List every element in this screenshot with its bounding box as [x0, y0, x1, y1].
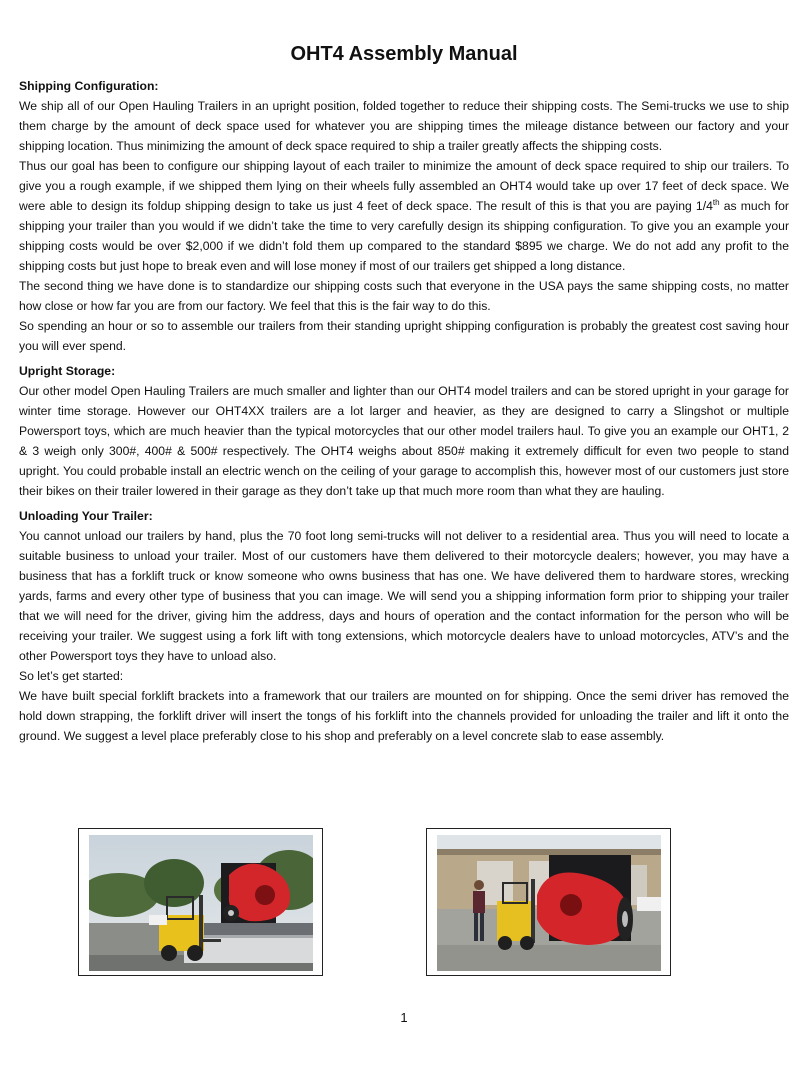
photo-image [89, 835, 313, 971]
paragraph: You cannot unload our trailers by hand, plus the 70 foot long semi-trucks will not deliver to a residential area. Thus you will need to locate a suitable business to unload your trailer. Most of our customers have them delivered to their motorcycle dealers; however, you may have a business that has a forklift truck or know someone who owns business that has one. We have delivered them to hardware stores, wrecking yards, farms and every other type of business that you can image. We will send you a shipping information form prior to shipping your trailer that we will need for the driver, giving him the address, days and hours of operation and the contact information for the person who will be receiving your trailer. We suggest using a fork lift with tong extensions, which motorcycle dealers have to unload motorcycles, ATV’s and the other Powersport toys they have to unload also. [19, 529, 789, 663]
page-title: OHT4 Assembly Manual [290, 43, 518, 65]
section-heading-shipping: Shipping Configuration: [19, 79, 159, 93]
figures-row [0, 828, 808, 978]
paragraph: The second thing we have done is to standardize our shipping costs such that everyone in the USA pays the same shipping costs, no matter how close or how far you are from our factory. We feel that this is the fair way to do this. [19, 279, 789, 313]
section-unloading [19, 506, 789, 746]
page-number: 1 [400, 1010, 408, 1025]
section-heading-storage: Upright Storage: [19, 364, 116, 378]
paragraph [19, 156, 789, 276]
paragraph: We ship all of our Open Hauling Trailers in an upright position, folded together to reduce their shipping costs. The Semi-trucks we use to ship them charge by the amount of deck space used for whatever you are shipping times the mileage distance between our factory and your shipping location. Thus minimizing the amount of deck space required to ship a trailer greatly affects the shipping costs. [19, 99, 789, 153]
section-shipping [19, 76, 789, 356]
photo-forklift-unloading-semi [78, 828, 323, 976]
photo-forklift-on-ground [426, 828, 671, 976]
superscript: th [712, 197, 720, 207]
photo-image [437, 835, 661, 971]
paragraph: Our other model Open Hauling Trailers are much smaller and lighter than our OHT4 model trailers and can be stored upright in your garage for winter time storage. However our OHT4XX trailers are a lot larger and heavier, as they are designed to carry a Slingshot or multiple Powersport toys, which are much heavier than the typical motorcycles that our other model trailers haul. To give you an example our OHT1, 2 & 3 weigh only 300#, 400# & 500# respectively. The OHT4 weighs about 850# making it extremely difficult for even two people to stand upright. You could probable install an electric wench on the ceiling of your garage to accomplish this, however most of our customers just store their bikes on their trailer lowered in their garage as they don’t take up that much more room than what they are hauling. [19, 384, 789, 498]
paragraph: So spending an hour or so to assemble our trailers from their standing upright shipping configuration is probably the greatest cost saving hour you will ever spend. [19, 319, 789, 353]
document-page [19, 40, 789, 746]
paragraph: So let’s get started: [19, 669, 124, 683]
paragraph-text: as much for shipping your trailer than you would if we didn’t take the time to very carefully design its shipping configuration. To give you an example your shipping costs would be over $2,000 if we didn’t fold them up compared to the standard $895 we charge. We do not add any profit to the shipping costs but just hope to break even and will lose money if most of our trailers get shipped a long distance. [19, 199, 789, 273]
section-heading-unloading: Unloading Your Trailer: [19, 509, 153, 523]
paragraph-text: Thus our goal has been to configure our shipping layout of each trailer to minimize the amount of deck space required to ship our trailers. To give you a rough example, if we shipped them lying on their wheels fully assembled an OHT4 would take up over 17 feet of deck space. We were able to design its foldup shipping design to take us just 4 feet of deck space. The result of this is that you are paying 1/4 [19, 159, 789, 213]
paragraph: We have built special forklift brackets into a framework that our trailers are mounted on for shipping. Once the semi driver has removed the hold down strapping, the forklift driver will insert the tongs of his forklift into the channels provided for unloading the trailer and lift it onto the ground. We suggest a level place preferably close to his shop and preferably on a level concrete slab to ease assembly. [19, 689, 789, 743]
section-storage [19, 361, 789, 501]
